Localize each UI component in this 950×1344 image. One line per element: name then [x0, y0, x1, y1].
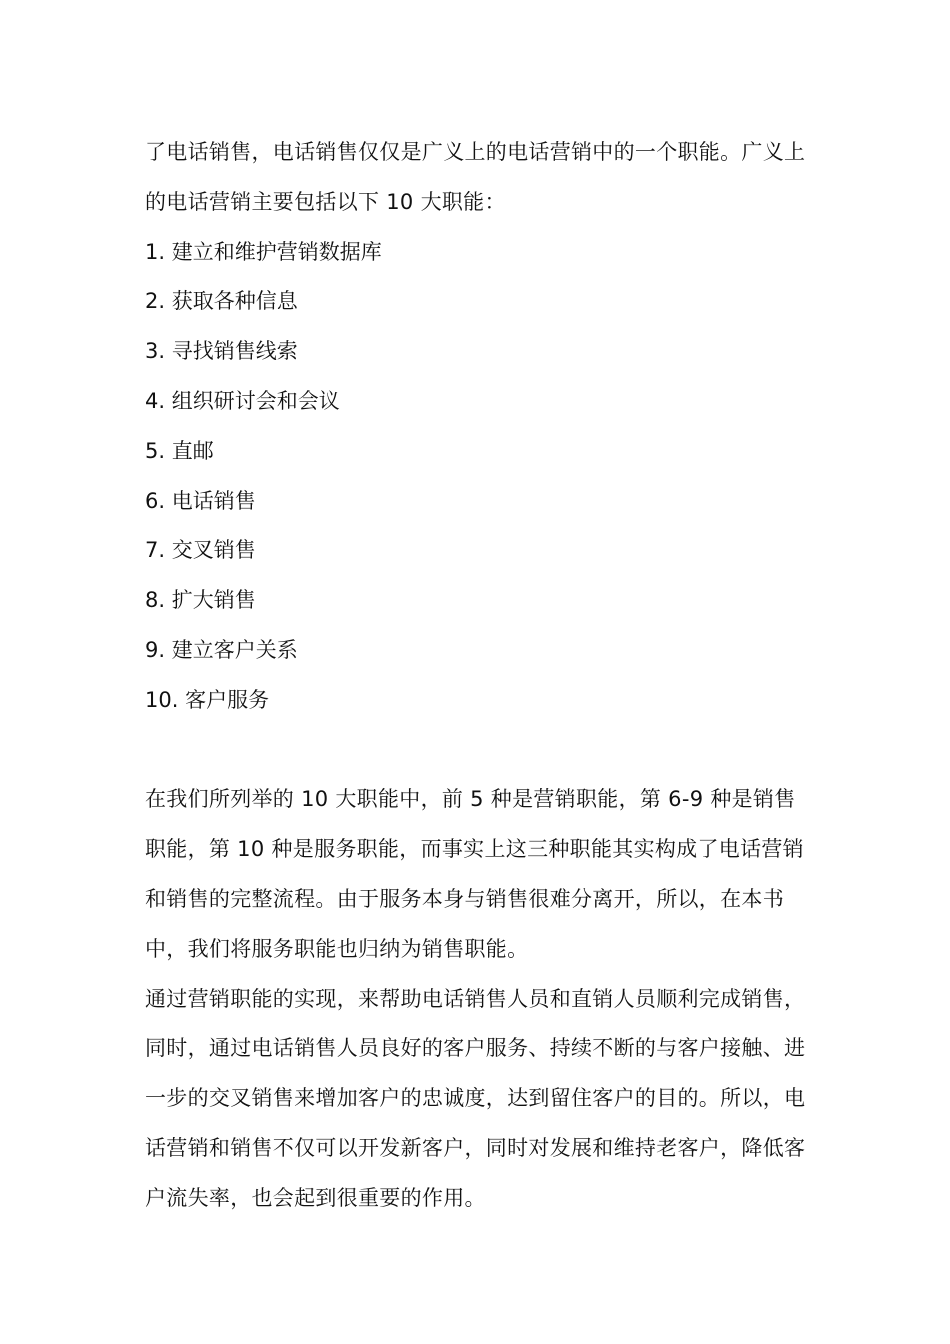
list-item: 7. 交叉销售 [145, 538, 256, 563]
intro-paragraph: 了电话销售，电话销售仅仅是广义上的电话营销中的一个职能。广义上的电话营销主要包括以下 10 大职能： [145, 140, 806, 214]
functions-list [145, 228, 810, 726]
list-item: 4. 组织研讨会和会议 [145, 388, 340, 413]
body-paragraph: 在我们所列举的 10 大职能中，前 5 种是营销职能，第 6-9 种是销售职能，第 10 种是服务职能，而事实上这三种职能其实构成了电话营销和销售的完整流程。由于服务本身与销售很难分离开，所以，在本书中，我们将服务职能也归纳为销售职能。 [145, 787, 804, 961]
document-body [145, 128, 810, 1224]
list-item: 10. 客户服务 [145, 687, 270, 712]
list-item: 6. 电话销售 [145, 488, 256, 513]
list-item: 8. 扩大销售 [145, 588, 256, 613]
list-item: 1. 建立和维护营销数据库 [145, 239, 382, 264]
blank-line [145, 726, 810, 776]
list-item: 9. 建立客户关系 [145, 637, 298, 662]
list-item: 3. 寻找销售线索 [145, 339, 298, 364]
list-item: 2. 获取各种信息 [145, 289, 298, 314]
list-item: 5. 直邮 [145, 438, 214, 463]
body-paragraph: 通过营销职能的实现，来帮助电话销售人员和直销人员顺利完成销售，同时，通过电话销售人员良好的客户服务、持续不断的与客户接触、进一步的交叉销售来增加客户的忠诚度，达到留住客户的目的。所以，电话营销和销售不仅可以开发新客户，同时对发展和维持老客户，降低客户流失率，也会起到很重要的作用。 [145, 986, 806, 1210]
